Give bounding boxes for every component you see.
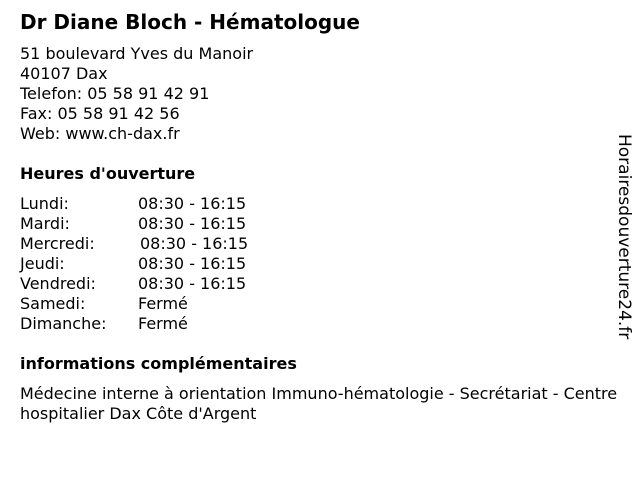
hours-row-tuesday [20, 214, 610, 234]
practitioner-card [20, 8, 618, 424]
phone-line[interactable]: Telefon: 05 58 91 42 91 [20, 84, 210, 103]
day-label: Vendredi: [20, 274, 96, 293]
hours-row-monday [20, 194, 610, 214]
day-label: Samedi: [20, 294, 86, 313]
hours-table [20, 194, 610, 334]
web-link[interactable]: Web: www.ch-dax.fr [20, 124, 180, 143]
day-label: Jeudi: [20, 254, 65, 273]
hours-row-wednesday [20, 234, 610, 254]
info-text: Médecine interne à orientation Immuno-hématologie - Secrétariat - Centre hospitalier Dax Côte d'Argent [20, 384, 618, 423]
info-heading: informations complémentaires [20, 354, 297, 373]
hours-row-sunday [20, 314, 610, 334]
city-line: 40107 Dax [20, 64, 108, 83]
day-label: Dimanche: [20, 314, 107, 333]
time-value: Fermé [138, 314, 188, 333]
hours-row-saturday [20, 294, 610, 314]
hours-heading: Heures d'ouverture [20, 164, 196, 183]
site-watermark: Horairesdouverture24.fr [614, 134, 634, 340]
hours-row-thursday [20, 254, 610, 274]
time-value: 08:30 - 16:15 [138, 254, 247, 273]
time-value: Fermé [138, 294, 188, 313]
day-label: Lundi: [20, 194, 69, 213]
hours-row-friday [20, 274, 610, 294]
time-value: 08:30 - 16:15 [138, 274, 247, 293]
fax-line: Fax: 05 58 91 42 56 [20, 104, 180, 123]
day-label: Mercredi: [20, 234, 95, 253]
contact-block [20, 44, 610, 144]
time-value: 08:30 - 16:15 [138, 214, 247, 233]
time-value: 08:30 - 16:15 [138, 194, 247, 213]
day-label: Mardi: [20, 214, 70, 233]
address-line: 51 boulevard Yves du Manoir [20, 44, 254, 63]
page-title: Dr Diane Bloch - Hématologue [20, 10, 360, 34]
time-value: 08:30 - 16:15 [140, 234, 249, 253]
